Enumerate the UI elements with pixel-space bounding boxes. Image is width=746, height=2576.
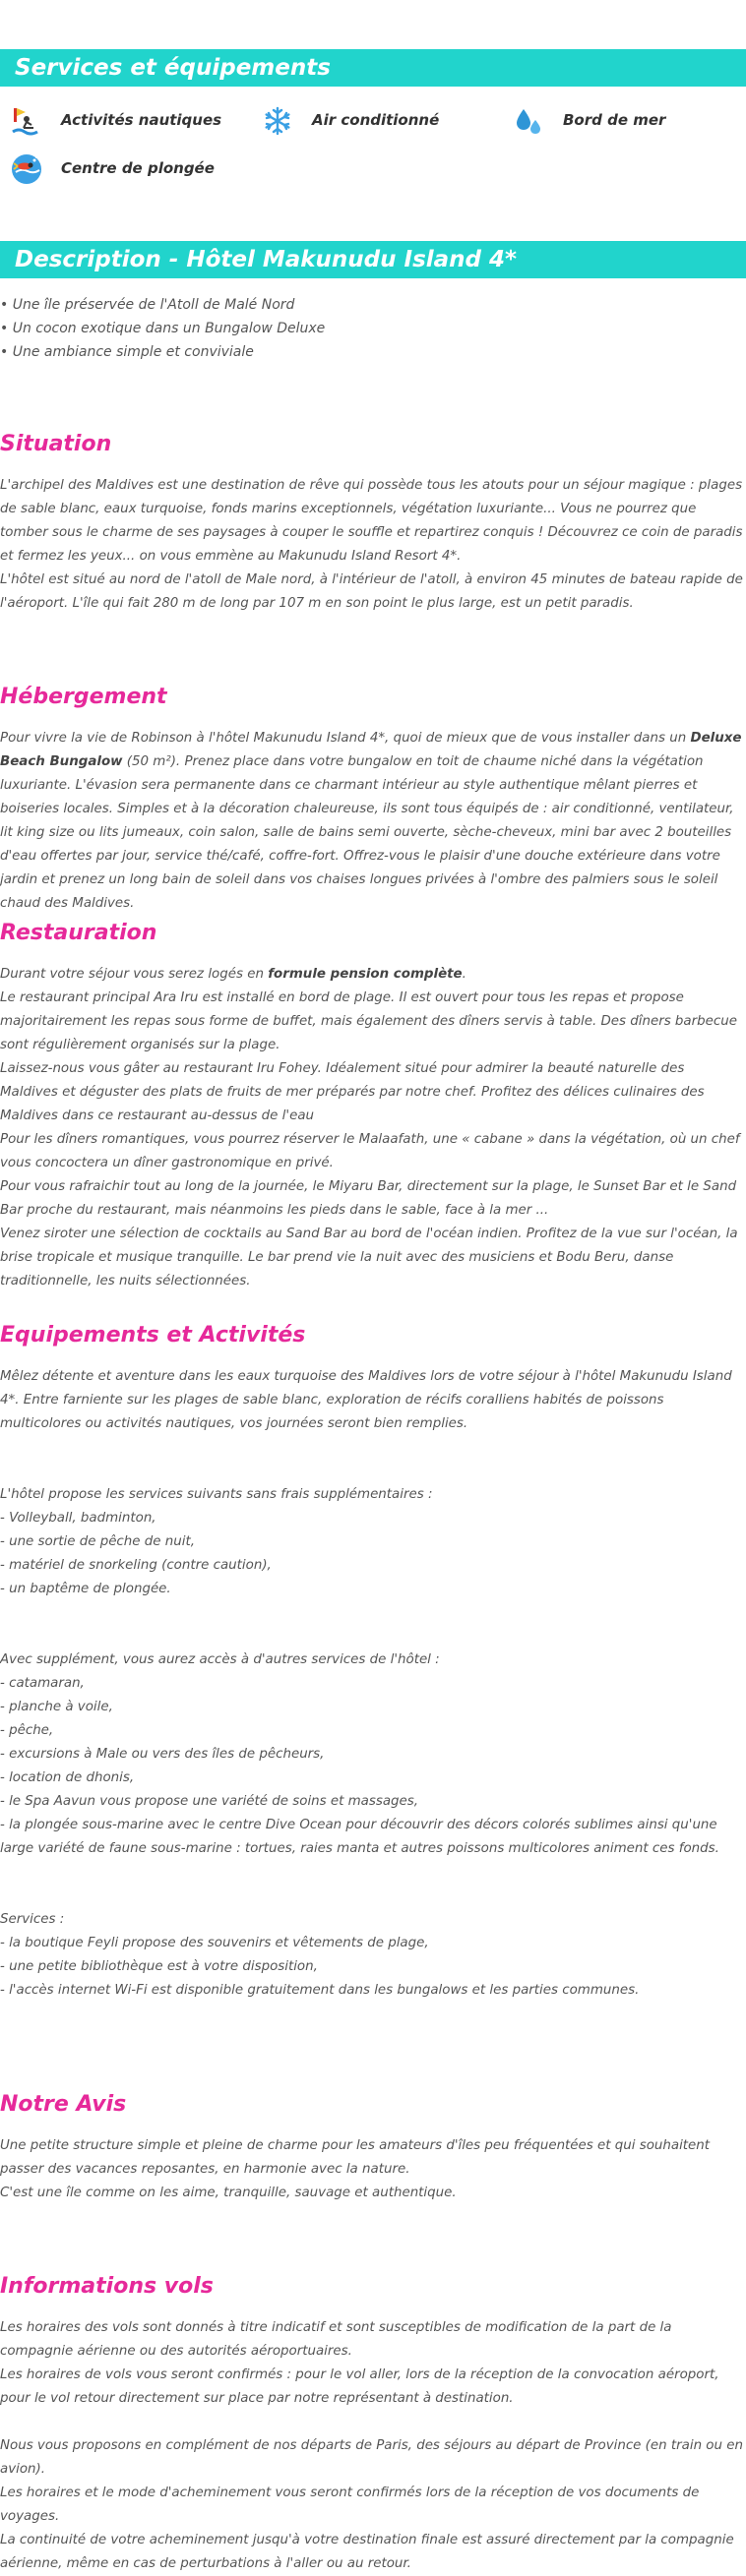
- board-type: formule pension complète: [268, 967, 463, 982]
- paid-service-item: - planche à voile,: [0, 1700, 113, 1714]
- amenities-list: [0, 103, 746, 202]
- restauration-paragraph: [0, 963, 744, 987]
- bullet-item: • Un cocon exotique dans un Bungalow Deluxe: [0, 321, 326, 336]
- vols-text: [0, 2316, 744, 2576]
- avis-heading: Notre Avis: [0, 2092, 127, 2117]
- bullet-item: • Une ambiance simple et conviviale: [0, 344, 254, 360]
- vols-paragraph: Les horaires des vols sont donnés à titre indicatif et sont susceptibles de modification de la part de la compagnie aérienne ou des autorités aéroportuaires.: [0, 2320, 672, 2359]
- free-services-title: L'hôtel propose les services suivants sans frais supplémentaires :: [0, 1487, 433, 1502]
- hebergement-text-start: Pour vivre la vie de Robinson à l'hôtel Makunudu Island 4*, quoi de mieux que de vous installer dans un: [0, 731, 691, 746]
- avis-paragraph: C'est une île comme on les aime, tranquille, sauvage et authentique.: [0, 2186, 457, 2200]
- service-item: - l'accès internet Wi-Fi est disponible gratuitement dans les bungalows et les parties communes.: [0, 1983, 640, 1998]
- paid-service-item: - pêche,: [0, 1723, 54, 1738]
- paid-service-item: - catamaran,: [0, 1676, 85, 1691]
- paid-service-item: - la plongée sous-marine avec le centre Dive Ocean pour découvrir des décors colorés sublimes ainsi qu'une large variété de faune sous-marine : tortues, raies manta et autres poissons multicolores animent ces fonds.: [0, 1818, 719, 1856]
- equipements-heading: Equipements et Activités: [0, 1323, 306, 1348]
- paid-service-item: - excursions à Male ou vers des îles de pêcheurs,: [0, 1747, 325, 1762]
- room-type: Deluxe Beach Bungalow: [0, 731, 742, 769]
- restauration-paragraph: Laissez-nous vous gâter au restaurant Iru Fohey. Idéalement situé pour admirer la beauté naturelle des Maldives et déguster des plats de fruits de mer préparés par notre chef. Profitez des délices culinaires des Maldives dans ce restaurant au-dessus de l'eau: [0, 1061, 705, 1123]
- vols-paragraph: Les horaires et le mode d'acheminement vous seront confirmés lors de la réception de vos documents de voyages.: [0, 2486, 700, 2524]
- vols-paragraph: La continuité de votre acheminement jusqu'à votre destination finale est assuré directement par la compagnie aérienne, même en cas de perturbations à l'aller ou au retour.: [0, 2533, 734, 2571]
- amenity-label: Centre de plongée: [61, 159, 215, 177]
- situation-paragraph: L'archipel des Maldives est une destination de rêve qui possède tous les atouts pour un séjour magique : plages de sable blanc, eaux turquoise, fonds marins exceptionnels, végétation luxuriante... Vous ne pourrez que tomber sous le charme de ses paysages à couper le souffle et repartirez conquis ! Découvrez ce coin de paradis et fermez les yeux... on vous emmène au Makunudu Island Resort 4*.: [0, 478, 743, 564]
- snowflake-icon: [261, 104, 294, 138]
- restauration-text: [0, 963, 744, 1293]
- vols-paragraph: Nous vous proposons en complément de nos départs de Paris, des séjours au départ de Province (en train ou en avion).: [0, 2438, 743, 2477]
- restauration-paragraph: Pour vous rafraichir tout au long de la journée, le Miyaru Bar, directement sur la plage, le Sunset Bar et le Sand Bar proche du restaurant, mais néanmoins les pieds dans le sable, face à la mer ...: [0, 1179, 737, 1218]
- service-item: - une petite bibliothèque est à votre disposition,: [0, 1959, 318, 1974]
- free-service-item: - Volleyball, badminton,: [0, 1511, 156, 1526]
- description-bullets: [0, 293, 325, 364]
- diving-icon: [10, 152, 43, 186]
- situation-paragraph: L'hôtel est situé au nord de l'atoll de Male nord, à l'intérieur de l'atoll, à environ 45 minutes de bateau rapide de l'aéroport. L'île qui fait 280 m de long par 107 m en son point le plus large, est un petit paradis.: [0, 572, 743, 611]
- board-text-start: Durant votre séjour vous serez logés en: [0, 967, 269, 982]
- free-service-item: - une sortie de pêche de nuit,: [0, 1534, 195, 1549]
- equipements-intro: Mêlez détente et aventure dans les eaux turquoise des Maldives lors de votre séjour à l'hôtel Makunudu Island 4*. Entre farniente sur les plages de sable blanc, exploration de récifs coralliens habités de poissons multicolores ou activités nautiques, vos journées seront bien remplies.: [0, 1369, 732, 1431]
- bullet-item: • Une île préservée de l'Atoll de Malé Nord: [0, 297, 295, 313]
- paid-services-title: Avec supplément, vous aurez accès à d'autres services de l'hôtel :: [0, 1652, 440, 1667]
- amenity-label: Activités nautiques: [61, 111, 222, 129]
- avis-text: [0, 2134, 744, 2205]
- services-banner: Services et équipements: [0, 49, 746, 87]
- water-sports-icon: [10, 104, 43, 138]
- hebergement-text-end: (50 m²). Prenez place dans votre bungalow en toit de chaume niché dans la végétation luxuriante. L'évasion sera permanente dans ce charmant intérieur au style authentique mêlant pierres et boiseries locales. Simples et à la décoration chaleureuse, ils sont tous équipés de : air conditionné, ventilateur, lit king size ou lits jumeaux, coin salon, salle de bains semi ouverte, sèche-cheveux, mini bar avec 2 bouteilles d'eau offertes par jour, service thé/café, coffre-fort. Offrez-vous le plaisir d'une douche extérieure dans votre jardin et prenez un long bain de soleil dans vos chaises longues privées à l'ombre des palmiers sous le soleil chaud des Maldives.: [0, 754, 734, 911]
- restauration-heading: Restauration: [0, 921, 157, 945]
- amenity-label: Air conditionné: [312, 111, 440, 129]
- water-drops-icon: [512, 104, 545, 138]
- situation-heading: Situation: [0, 432, 112, 456]
- services-title: Services :: [0, 1912, 65, 1927]
- paid-service-item: - location de dhonis,: [0, 1770, 135, 1785]
- equipements-text: [0, 1365, 744, 2003]
- free-service-item: - un baptême de plongée.: [0, 1582, 171, 1596]
- hebergement-heading: Hébergement: [0, 685, 167, 709]
- vols-paragraph: Les horaires de vols vous seront confirmés : pour le vol aller, lors de la réception de la convocation aéroport, pour le vol retour directement sur place par notre représentant à destination.: [0, 2367, 719, 2406]
- free-service-item: - matériel de snorkeling (contre caution),: [0, 1558, 272, 1573]
- paid-service-item: - le Spa Aavun vous propose une variété de soins et massages,: [0, 1794, 419, 1809]
- description-banner: Description - Hôtel Makunudu Island 4*: [0, 241, 746, 278]
- hebergement-paragraph: [0, 727, 744, 916]
- hebergement-text: [0, 727, 744, 916]
- restauration-paragraph: Pour les dîners romantiques, vous pourrez réserver le Malaafath, une « cabane » dans la végétation, où un chef vous concoctera un dîner gastronomique en privé.: [0, 1132, 740, 1170]
- service-item: - la boutique Feyli propose des souvenirs et vêtements de plage,: [0, 1936, 429, 1950]
- restauration-paragraph: Le restaurant principal Ara Iru est installé en bord de plage. Il est ouvert pour tous les repas et propose majoritairement les repas sous forme de buffet, mais également des dîners servis à table. Des dîners barbecue sont régulièrement organisés sur la plage.: [0, 990, 737, 1052]
- restauration-paragraph: Venez siroter une sélection de cocktails au Sand Bar au bord de l'océan indien. Profitez de la vue sur l'océan, la brise tropicale et musique tranquille. Le bar prend vie la nuit avec des musiciens et Bodu Beru, danse traditionnelle, les nuits sélectionnées.: [0, 1227, 738, 1288]
- vols-heading: Informations vols: [0, 2274, 214, 2299]
- board-text-end: .: [462, 967, 466, 982]
- avis-paragraph: Une petite structure simple et pleine de charme pour les amateurs d'îles peu fréquentées et qui souhaitent passer des vacances reposantes, en harmonie avec la nature.: [0, 2138, 711, 2177]
- amenity-label: Bord de mer: [563, 111, 666, 129]
- situation-text: [0, 474, 744, 616]
